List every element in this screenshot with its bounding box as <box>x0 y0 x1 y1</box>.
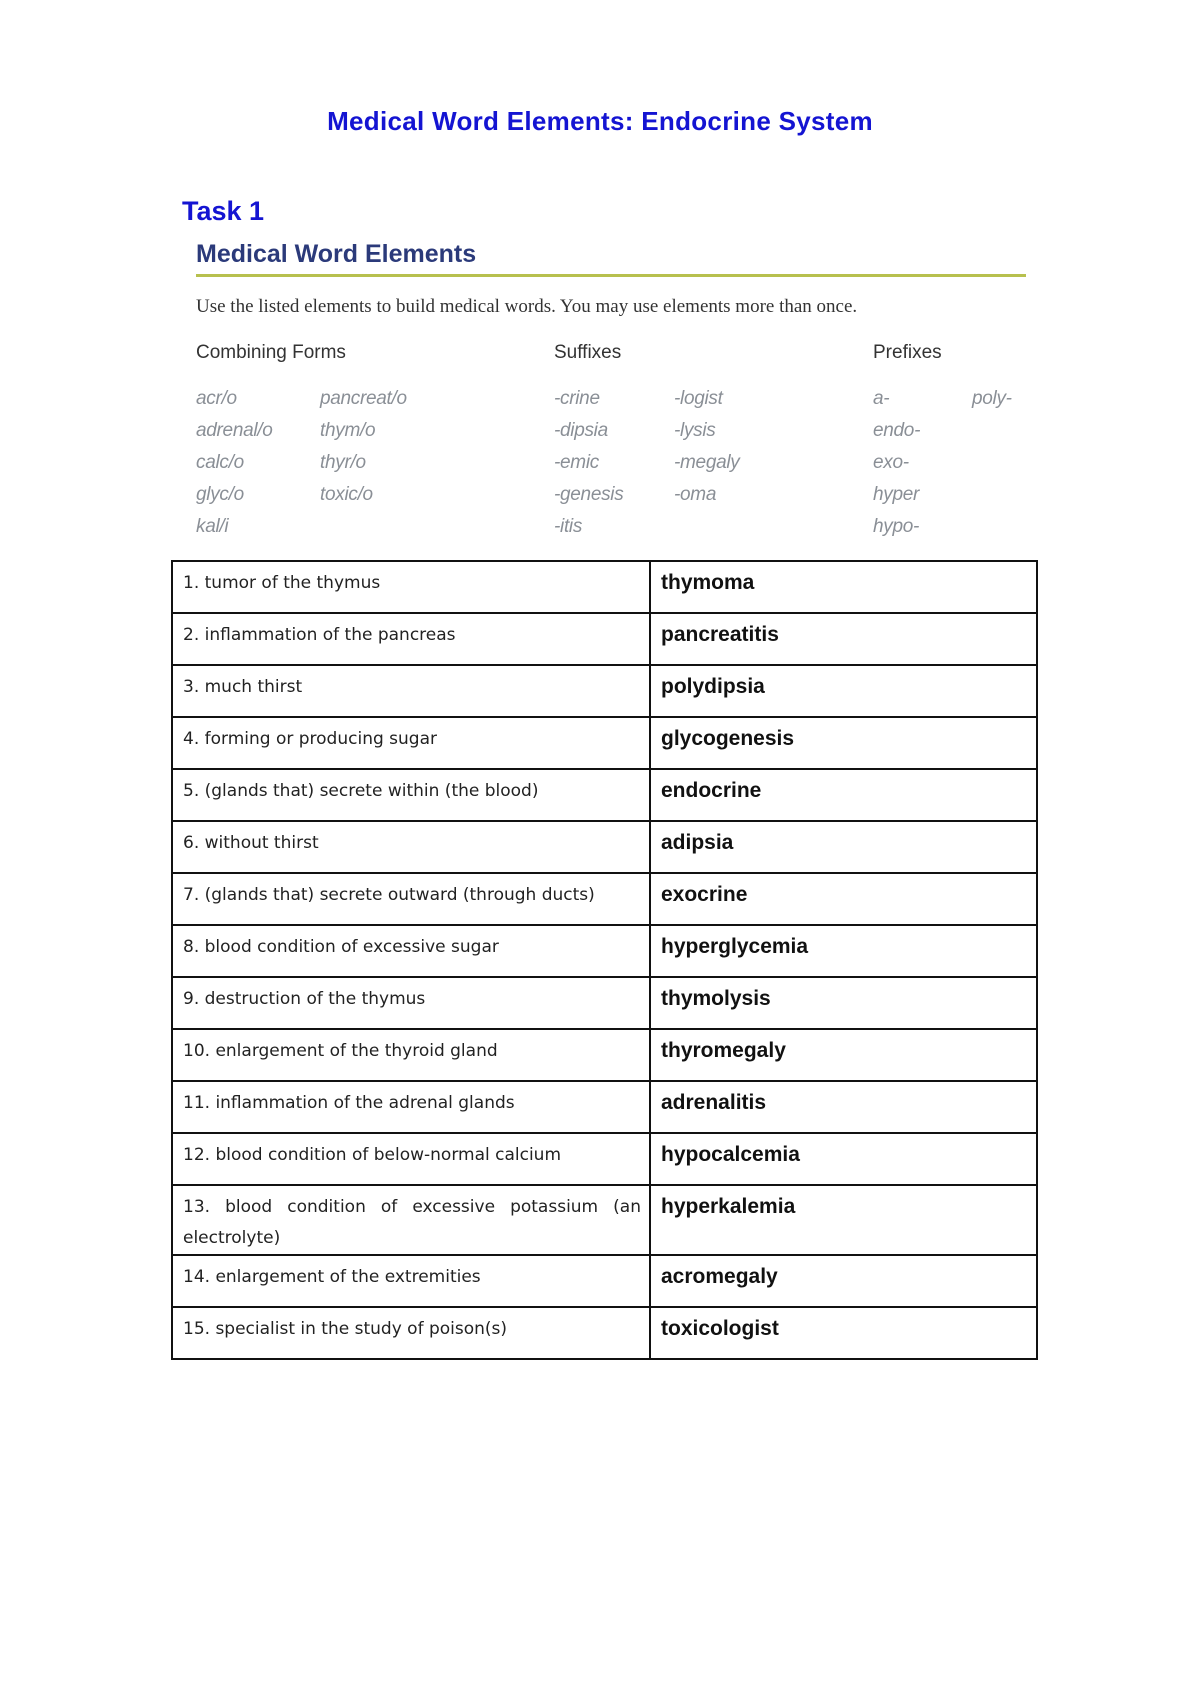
instructions: Use the listed elements to build medical words. You may use elements more than once. <box>196 296 858 317</box>
prompt-cell: 4. forming or producing sugar <box>172 717 650 769</box>
element-item: adrenal/o <box>196 420 273 441</box>
table-row <box>172 1307 1037 1359</box>
combining-forms-heading: Combining Forms <box>196 342 346 363</box>
task-heading: Task 1 <box>182 196 265 226</box>
answer-cell: adrenalitis <box>650 1081 1037 1133</box>
prompt-cell: 3. much thirst <box>172 665 650 717</box>
table-row <box>172 1255 1037 1307</box>
table-row <box>172 1133 1037 1185</box>
table-row <box>172 1081 1037 1133</box>
element-item: -crine <box>554 388 600 409</box>
answer-cell: hyperkalemia <box>650 1185 1037 1255</box>
prompt-cell: 7. (glands that) secrete outward (through ducts) <box>172 873 650 925</box>
combining-forms-list-1 <box>196 388 273 548</box>
element-item: glyc/o <box>196 484 244 505</box>
prompt-cell: 10. enlargement of the thyroid gland <box>172 1029 650 1081</box>
answer-cell: glycogenesis <box>650 717 1037 769</box>
suffixes-list-1 <box>554 388 623 548</box>
prompt-cell: 8. blood condition of excessive sugar <box>172 925 650 977</box>
table-row <box>172 1029 1037 1081</box>
suffixes-heading: Suffixes <box>554 342 622 363</box>
word-elements-title: Medical Word Elements <box>196 240 477 268</box>
answer-cell: polydipsia <box>650 665 1037 717</box>
prompt-cell: 12. blood condition of below-normal calcium <box>172 1133 650 1185</box>
element-item: hypo- <box>873 516 920 537</box>
table-row <box>172 821 1037 873</box>
answer-cell: adipsia <box>650 821 1037 873</box>
answer-cell: thymoma <box>650 561 1037 613</box>
element-item: thyr/o <box>320 452 366 473</box>
answer-cell: hyperglycemia <box>650 925 1037 977</box>
table-row <box>172 1185 1037 1255</box>
combining-forms-list-2 <box>320 388 407 516</box>
element-item: exo- <box>873 452 909 473</box>
element-item: -lysis <box>674 420 716 441</box>
title-divider <box>196 274 1026 277</box>
answer-cell: pancreatitis <box>650 613 1037 665</box>
element-item: -oma <box>674 484 717 505</box>
element-item: hyper <box>873 484 920 505</box>
answers-table <box>171 560 1038 1360</box>
table-row <box>172 613 1037 665</box>
word-elements-box <box>196 236 1026 556</box>
prompt-cell: 15. specialist in the study of poison(s) <box>172 1307 650 1359</box>
answer-cell: exocrine <box>650 873 1037 925</box>
answer-cell: thymolysis <box>650 977 1037 1029</box>
table-row <box>172 769 1037 821</box>
answer-cell: hypocalcemia <box>650 1133 1037 1185</box>
prompt-cell: 6. without thirst <box>172 821 650 873</box>
prompt-cell: 9. destruction of the thymus <box>172 977 650 1029</box>
element-item: endo- <box>873 420 921 441</box>
element-item: calc/o <box>196 452 244 473</box>
element-item: acr/o <box>196 388 237 409</box>
table-row <box>172 561 1037 613</box>
answer-cell: thyromegaly <box>650 1029 1037 1081</box>
answer-cell: toxicologist <box>650 1307 1037 1359</box>
answer-cell: acromegaly <box>650 1255 1037 1307</box>
element-item: a- <box>873 388 890 409</box>
prompt-cell: 11. inflammation of the adrenal glands <box>172 1081 650 1133</box>
prefixes-list-1 <box>873 388 920 548</box>
prompt-cell: 13. blood condition of excessive potassium (an electrolyte) <box>172 1185 650 1255</box>
suffixes-list-2 <box>674 388 739 516</box>
element-item: toxic/o <box>320 484 373 505</box>
answer-cell: endocrine <box>650 769 1037 821</box>
element-item: -logist <box>674 388 723 409</box>
prompt-cell: 14. enlargement of the extremities <box>172 1255 650 1307</box>
element-item: kal/i <box>196 516 229 537</box>
element-item: -genesis <box>554 484 624 505</box>
table-row <box>172 665 1037 717</box>
element-item: pancreat/o <box>320 388 407 409</box>
table-row <box>172 925 1037 977</box>
prompt-cell: 2. inflammation of the pancreas <box>172 613 650 665</box>
element-item: -megaly <box>674 452 740 473</box>
element-item: -itis <box>554 516 583 537</box>
prefixes-list-2 <box>972 388 1012 420</box>
page-title: Medical Word Elements: Endocrine System <box>327 106 873 136</box>
element-item: poly- <box>972 388 1012 409</box>
prefixes-heading: Prefixes <box>873 342 942 363</box>
element-item: thym/o <box>320 420 376 441</box>
element-item: -emic <box>554 452 599 473</box>
prompt-cell: 1. tumor of the thymus <box>172 561 650 613</box>
table-row <box>172 873 1037 925</box>
table-row <box>172 717 1037 769</box>
element-item: -dipsia <box>554 420 608 441</box>
prompt-cell: 5. (glands that) secrete within (the blood) <box>172 769 650 821</box>
table-row <box>172 977 1037 1029</box>
